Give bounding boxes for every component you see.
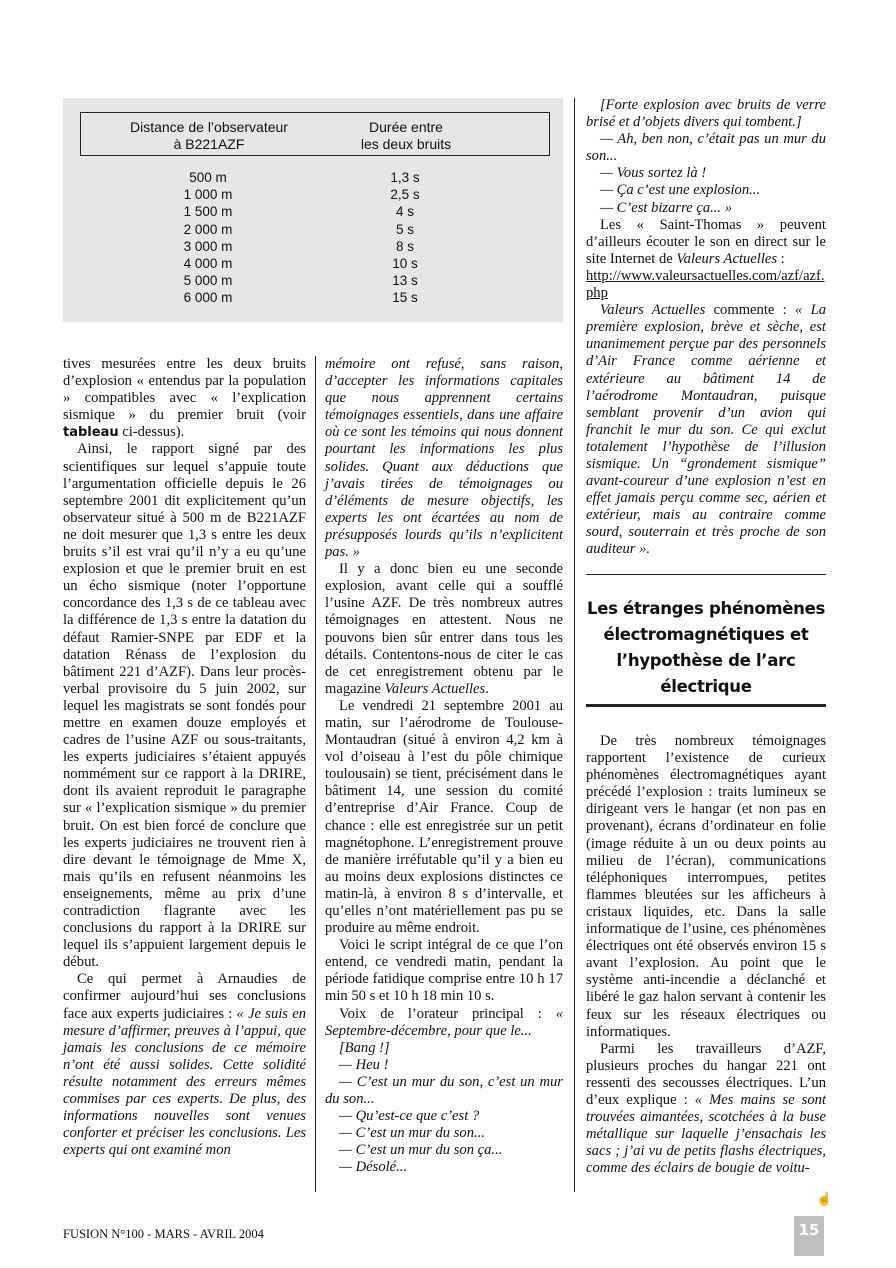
paragraph [325, 561, 563, 698]
table-row [80, 272, 550, 289]
paragraph: Le vendredi 21 septembre 2001 au matin, sur l’aérodrome de Toulouse-Montaudran (situé à environ 4,2 km à vol d’oiseau à l’est du pôle chimique toulousain) se tient, précisément dans le bâtiment 14, une session du comité d’entreprise d’Air France. Coup de chance : elle est enregistrée sur un petit magnétophone. L’enregistrement prouve de manière irréfutable qu’il y a bien eu au moins deux explosions distinctes ce matin-là, à environ 8 s d’intervalle, et qu’elles n’ont matériellement pas pu se produire au même endroit. [325, 697, 563, 937]
paragraph: Ainsi, le rapport signé par des scientifiques sur lequel s’appuie toute l’argumentation officielle depuis le 26 septembre 2001 dit explicitement qu’un observateur situé à 500 m de B221AZF ne doit mesurer que 1,3 s entre les deux bruits s’il est vrai qu’il n’y a eu qu’une explosion et que le premier bruit en est un écho sismique (noter l’opportune concordance des 1,3 s de ce tableau avec la différence de 1,3 s entre la datation du défaut Ramier-SNPE par EDF et la datation Rénass de l’explosion du bâtiment 221 d’AZF). Dans leur procès-verbal provisoire du 5 juin 2002, sur lequel les magistrats se sont fondés pour mettre en examen douze employés et cadres de l’usine AZF ou sous-traitants, les experts judiciaires s’étaient appuyés nommément sur ce rapport à la DRIRE, dont ils avaient reproduit le paragraphe sur « l’explication sismique » du premier bruit. On est bien forcé de conclure que les experts judiciaires ne trouvent rien à dire devant le témoignage de Mme X, mais qu’ils en refusent néanmoins les enseignements, même au prix d’une contradiction flagrante avec les conclusions du rapport à la DRIRE sur lequel ils s’appuient largement depuis le début. [63, 441, 306, 971]
text-run: Parmi les travailleurs d’AZF, plusieurs proches du hangar 221 ont ressenti des secousses électriques. L’un d’eux explique : [586, 1040, 826, 1108]
quote-text: « Septembre-décembre, pour que le... [325, 1005, 563, 1039]
cell-duration: 15 s [392, 290, 418, 306]
paragraph [63, 971, 306, 1159]
cell-duration: 4 s [395, 204, 414, 220]
table-header [80, 112, 550, 156]
dialogue-line: — C’est un mur du son, c’est un mur du son... [325, 1073, 563, 1108]
header-distance: Distance de l’observateur à B221AZF [130, 119, 288, 152]
table-row [80, 255, 550, 272]
dialogue-line: — C’est un mur du son... [339, 1125, 485, 1142]
paragraph [325, 1006, 563, 1040]
tableau-reference: tableau [63, 425, 119, 441]
text-run: Les « Saint-Thomas » peuvent d’ailleurs écouter le son en direct sur le site Internet de [586, 216, 826, 267]
dialogue-line: — C’est un mur du son ça... [339, 1142, 503, 1159]
dialogue-line: — Qu’est-ce que c’est ? [339, 1108, 480, 1125]
dialogue-line: [Forte explosion avec bruits de verre brisé et d’objets divers qui tombent.] [586, 97, 826, 131]
cell-distance: 5 000 m [183, 273, 233, 289]
cell-duration: 8 s [395, 238, 414, 254]
paragraph [63, 356, 306, 441]
cell-distance: 6 000 m [183, 290, 233, 306]
website-link[interactable]: http://www.valeursactuelles.com/azf/azf.php [586, 267, 825, 302]
dialogue-line: — Désolé... [339, 1159, 408, 1176]
distance-table [63, 98, 563, 322]
section-heading-rule [586, 704, 826, 707]
dialogue-line: — Ah, ben non, c’était pas un mur du son... [586, 131, 826, 165]
table-row [80, 238, 550, 255]
dialogue-line: [Bang !] [339, 1039, 390, 1056]
table-body [80, 169, 550, 307]
cell-duration: 13 s [392, 273, 418, 289]
dialogue-line: — C’est bizarre ça... » [600, 199, 733, 216]
paragraph: Voici le script intégral de ce que l’on entend, ce vendredi matin, pendant la période fatidique comprise entre 10 h 17 min 50 s et 10 h 18 min 10 s. [325, 937, 563, 1005]
text-run: commente : [705, 302, 795, 319]
text-column-2 [325, 356, 563, 1177]
cell-duration: 1,3 s [390, 170, 420, 185]
quote-text: « Je suis en mesure d’affirmer, preuves à l’appui, que jamais les conclusions de ce mémoire n’ont été aussi solides. Cette solidité résulte notamment des erreurs mêmes commises par ces experts. De plus, des informations nouvelles sont venues conforter et préciser les conclusions. Les experts qui ont examiné mon [63, 1005, 306, 1159]
dialogue-line: — Vous sortez là ! [600, 165, 707, 182]
text-column-3 [586, 97, 826, 559]
text-run: . [485, 680, 489, 697]
paragraph: De très nombreux témoignages rapportent l’existence de curieux phénomènes électromagnétiques ayant précédé l’explosion : traits lumineux se dirigeant vers le hangar (et non pas en provenant), écrans d’ordinateur en folie (image réduite à un ou deux points au milieu de l’écran), communications téléphoniques interrompues, petites flammes bleutées sur les afficheurs à cristaux liquides, etc. Dans la salle informatique de l’usine, ces phénomènes électriques ont été observés environ 15 s avant l’explosion. Au point que le système anti-incendie a déclanché et libéré le gaz halon servant à contenir les feux sur les réseaux électriques ou informatiques. [586, 733, 826, 1040]
text-run: Il y a donc bien eu une seconde explosion, avant celle qui a soufflé l’usine AZF. De très nombreux autres témoignages en attestent. Nous ne pouvons bien sûr entrer dans tous les détails. Contentons-nous de citer le cas de cet enregistrement obtenu par le magazine [325, 561, 563, 697]
magazine-name: Valeurs Actuelles [384, 680, 486, 697]
cell-distance: 4 000 m [183, 255, 233, 271]
quote-paragraph: mémoire ont refusé, sans raison, d’accepter les informations capitales que nous apprennent certains témoignages essentiels, dans une affaire où ce sont les témoins qui nous donnent pourtant les informations les plus solides. Quant aux déductions que j’avais tirées de témoignages ou d’éléments de mesure objectifs, les experts les ont écartées au nom de présupposés lourds qu’ils n’explicitent pas. » [325, 356, 563, 561]
text-run: : [777, 250, 785, 267]
quote-text: « Mes mains se sont trouvées aimantées, scotchées à la buse métallique sur laquelle j’ensachais les sacs ; j’ai vu de petits flashs électriques, comme des éclairs de bougie de voitu- [586, 1091, 826, 1177]
column-divider [574, 98, 575, 1192]
text-run: Ce qui permet à Arnaudies de confirmer aujourd’hui ses conclusions face aux experts judiciaires : [63, 971, 306, 1022]
cell-distance: 3 000 m [183, 238, 233, 254]
page-number: 15 [794, 1216, 824, 1256]
dialogue-line: — Ça c’est une explosion... [600, 182, 761, 199]
text-column-1 [63, 356, 306, 1159]
text-run: tives mesurées entre les deux bruits d’explosion « entendus par la population » compatibles avec « l’explication sismique » du premier bruit (voir [63, 356, 306, 424]
table-row [80, 221, 550, 238]
cell-distance: 2 000 m [183, 221, 233, 237]
magazine-name: Valeurs Actuelles [600, 302, 706, 319]
magazine-name: Valeurs Actuelles [676, 250, 778, 267]
table-row [80, 289, 550, 306]
paragraph [586, 302, 826, 558]
quote-text: « La première explosion, brève et sèche, est unanimement perçue par des personnels d’Air France comme aérienne et extérieure au bâtiment 14 de l’aérodrome Montaudran, puisque semblant provenir d’un avion qui franchit le mur du son. Ce qui exclut totalement l’hypothèse de l’illusion sismique. Un “grondement sismique” avant-coureur d’une explosion n’est en effet jamais perçu comme sec, aérien et extérieur, mais au contraire comme sourd, souterrain et très proche de son auditeur ». [586, 302, 826, 558]
section-heading: Les étranges phénomènes électromagnétiques et l’hypothèse de l’arc électrique [586, 599, 825, 696]
cell-duration: 2,5 s [390, 187, 420, 203]
cell-distance: 1 000 m [183, 187, 233, 203]
paragraph [586, 1041, 826, 1178]
table-row [80, 186, 550, 203]
table-row [80, 169, 550, 186]
header-duration: Durée entre les deux bruits [360, 119, 452, 152]
column-divider [315, 356, 316, 1192]
text-run: Voix de l’orateur principal : [339, 1005, 556, 1022]
publication-footer: FUSION N°100 - MARS - AVRIL 2004 [63, 1227, 264, 1241]
cell-distance: 1 500 m [183, 204, 233, 220]
hand-pointer-icon: ☝ [816, 1191, 833, 1206]
table-row [80, 203, 550, 220]
paragraph [586, 217, 826, 268]
text-run: ci-dessus). [118, 424, 185, 441]
section-top-rule [586, 574, 826, 575]
cell-duration: 10 s [392, 255, 418, 271]
dialogue-line: — Heu ! [339, 1056, 389, 1073]
section-body [586, 733, 826, 1177]
paragraph [586, 268, 826, 302]
cell-distance: 500 m [189, 170, 227, 185]
cell-duration: 5 s [395, 221, 414, 237]
